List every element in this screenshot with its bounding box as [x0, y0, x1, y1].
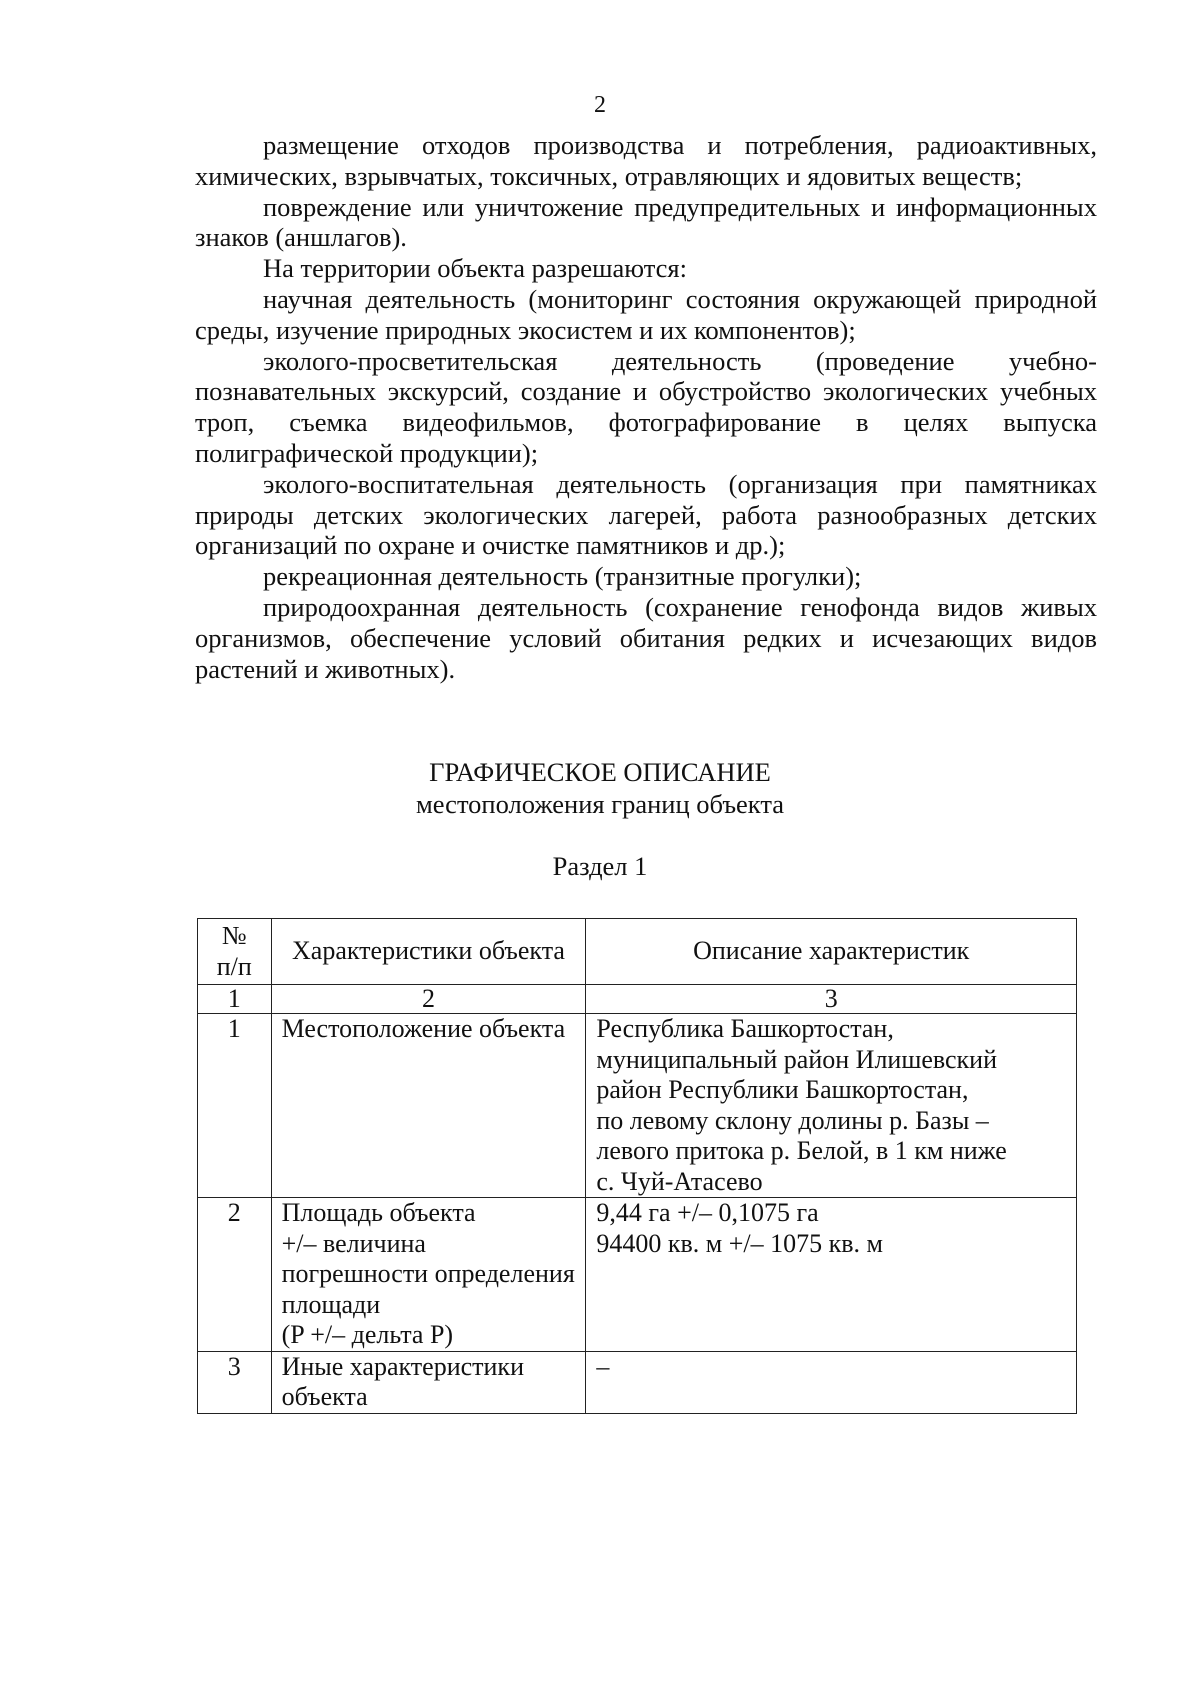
index-cell: 1 [198, 985, 272, 1014]
cell-line: Иные характеристики [281, 1351, 524, 1381]
section-subheading: местоположения границ объекта [415, 789, 784, 819]
row-number: 1 [198, 1014, 272, 1198]
cell-line: с. Чуй-Атасево [596, 1166, 763, 1196]
table-row [198, 1198, 1077, 1352]
paragraph: рекреационная деятельность (транзитные прогулки); [263, 561, 862, 592]
cell-line: Республика Башкортостан, [596, 1014, 894, 1043]
characteristic-cell [271, 1351, 586, 1413]
cell-line: 94400 кв. м +/– 1075 кв. м [596, 1228, 883, 1258]
cell-line: объекта [281, 1382, 368, 1411]
table-index-row [198, 985, 1077, 1014]
row-number: 2 [198, 1198, 272, 1352]
paragraph: На территории объекта разрешаются: [263, 253, 687, 284]
page-number: 2 [594, 92, 606, 118]
description-cell [586, 1014, 1077, 1198]
cell-line: площади [281, 1289, 381, 1319]
description-cell [586, 1351, 1077, 1413]
header-cell-number [198, 919, 272, 985]
characteristic-cell [271, 1014, 586, 1198]
row-number: 3 [198, 1351, 272, 1413]
paragraph: эколого-воспитательная деятельность (организация при памятниках природы детских экологических лагерей, работа разнообразных детских организаций по охране и очистке памятников и др.); [195, 468, 1097, 561]
table-row [198, 1014, 1077, 1198]
cell-line: по левому склону долины р. Базы – [596, 1105, 989, 1135]
cell-line: +/– величина [281, 1228, 426, 1258]
header-cell-description: Описание характеристик [586, 919, 1077, 985]
cell-line: район Республики Башкортостан, [596, 1075, 969, 1104]
paragraph: эколого-просветительская деятельность (проведение учебно-познавательных экскурсий, создание и обустройство экологических учебных троп, съемка видеофильмов, фотографирование в целях выпуска полиграфической продукции); [195, 345, 1097, 468]
cell-line: Площадь объекта [281, 1198, 476, 1227]
section-heading: ГРАФИЧЕСКОЕ ОПИСАНИЕ [429, 757, 771, 787]
header-number-sign: № [221, 921, 247, 950]
table-header-row [198, 919, 1077, 985]
section-label: Раздел 1 [552, 851, 648, 881]
paragraph: природоохранная деятельность (сохранение генофонда видов живых организмов, обеспечение условий обитания редких и исчезающих видов растений и животных). [195, 591, 1097, 684]
paragraph: научная деятельность (мониторинг состояния окружающей природной среды, изучение природных экосистем и их компонентов); [195, 283, 1097, 345]
description-cell [586, 1198, 1077, 1352]
paragraph: повреждение или уничтожение предупредительных и информационных знаков (аншлагов). [195, 191, 1097, 253]
characteristic-cell [271, 1198, 586, 1352]
cell-line: Местоположение объекта [281, 1014, 566, 1043]
body-text [195, 130, 1097, 684]
cell-line: – [596, 1351, 610, 1381]
header-cell-characteristics: Характеристики объекта [271, 919, 586, 985]
cell-line: (P +/– дельта P) [281, 1320, 454, 1349]
cell-line: левого притока р. Белой, в 1 км ниже [596, 1136, 1007, 1165]
cell-line: 9,44 га +/– 0,1075 га [596, 1198, 819, 1227]
table-row [198, 1351, 1077, 1413]
index-cell: 3 [586, 985, 1077, 1014]
cell-line: погрешности определения [281, 1259, 575, 1288]
characteristics-table [197, 918, 1077, 1414]
header-number-abbr: п/п [216, 951, 252, 981]
paragraph: размещение отходов производства и потребления, радиоактивных, химических, взрывчатых, токсичных, отравляющих и ядовитых веществ; [195, 130, 1097, 191]
cell-line: муниципальный район Илишевский [596, 1044, 998, 1074]
index-cell: 2 [271, 985, 586, 1014]
